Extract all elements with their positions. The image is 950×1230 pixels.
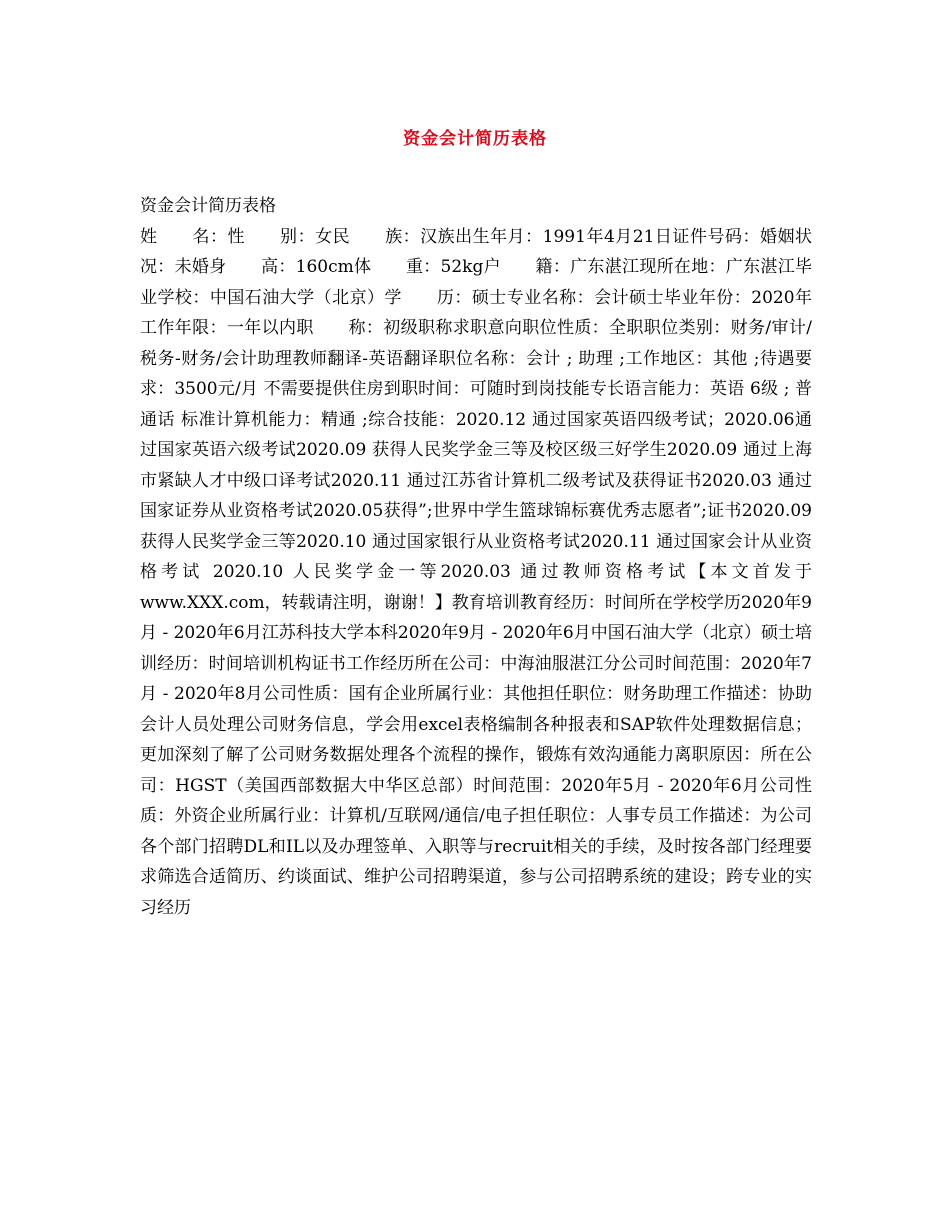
document-paragraph: 姓 名：性 别：女民 族：汉族出生年月：1991年4月21日证件号码：婚姻状况：未婚身 高：160cm体 重：52kg户 籍：广东湛江现所在地：广东湛江毕业学校：中国石油大学（北京）学 历：硕士专业名称：会计硕士毕业年份：2020年工作年限：一年以内职 称：初级职称求职意向职位性质：全职职位类别：财务/审计/税务-财务/会计助理教师翻译-英语翻译职位名称：会计 ; 助理 ;工作地区：其他 ;待遇要求：3500元/月 不需要提供住房到职时间：可随时到岗技能专长语言能力：英语 6级 ; 普通话 标准计算机能力：精通 ;综合技能：2020.12 通过国家英语四级考试；2020.06通过国家英语六级考试2020.09 获得人民奖学金三等及校区级三好学生2020.09 通过上海市紧缺人才中级口译考试2020.11 通过江苏省计算机二级考试及获得证书2020.03 通过国家证券从业资格考试2020.05获得”;世界中学生篮球锦标赛优秀志愿者”;证书2020.09获得人民奖学金三等2020.10 通过国家银行从业资格考试2020.11 通过国家会计从业资格考试 2020.10 人民奖学金一等2020.03 通过教师资格考试【本文首发于www.XXX.com，转载请注明，谢谢！】教育培训教育经历：时间所在学校学历2020年9月 - 2020年6月江苏科技大学本科2020年9月 - 2020年6月中国石油大学（北京）硕士培训经历：时间培训机构证书工作经历所在公司：中海油服湛江分公司时间范围：2020年7月 - 2020年8月公司性质：国有企业所属行业：其他担任职位：财务助理工作描述：协助会计人员处理公司财务信息，学会用excel表格编制各种报表和SAP软件处理数据信息； 更加深刻了解了公司财务数据处理各个流程的操作，锻炼有效沟通能力离职原因：所在公司：HGST（美国西部数据大中华区总部）时间范围：2020年5月 - 2020年6月公司性质：外资企业所属行业：计算机/互联网/通信/电子担任职位：人事专员工作描述：为公司各个部门招聘DL和IL以及办理签单、入职等与recruit相关的手续，及时按各部门经理要求筛选合适简历、约谈面试、维护公司招聘渠道，参与公司招聘系统的建设；跨专业的实习经历 [140, 226, 812, 918]
document-title: 资金会计简历表格 [403, 129, 547, 149]
document-subtitle: 资金会计简历表格 [140, 196, 276, 216]
document-body [140, 191, 812, 923]
